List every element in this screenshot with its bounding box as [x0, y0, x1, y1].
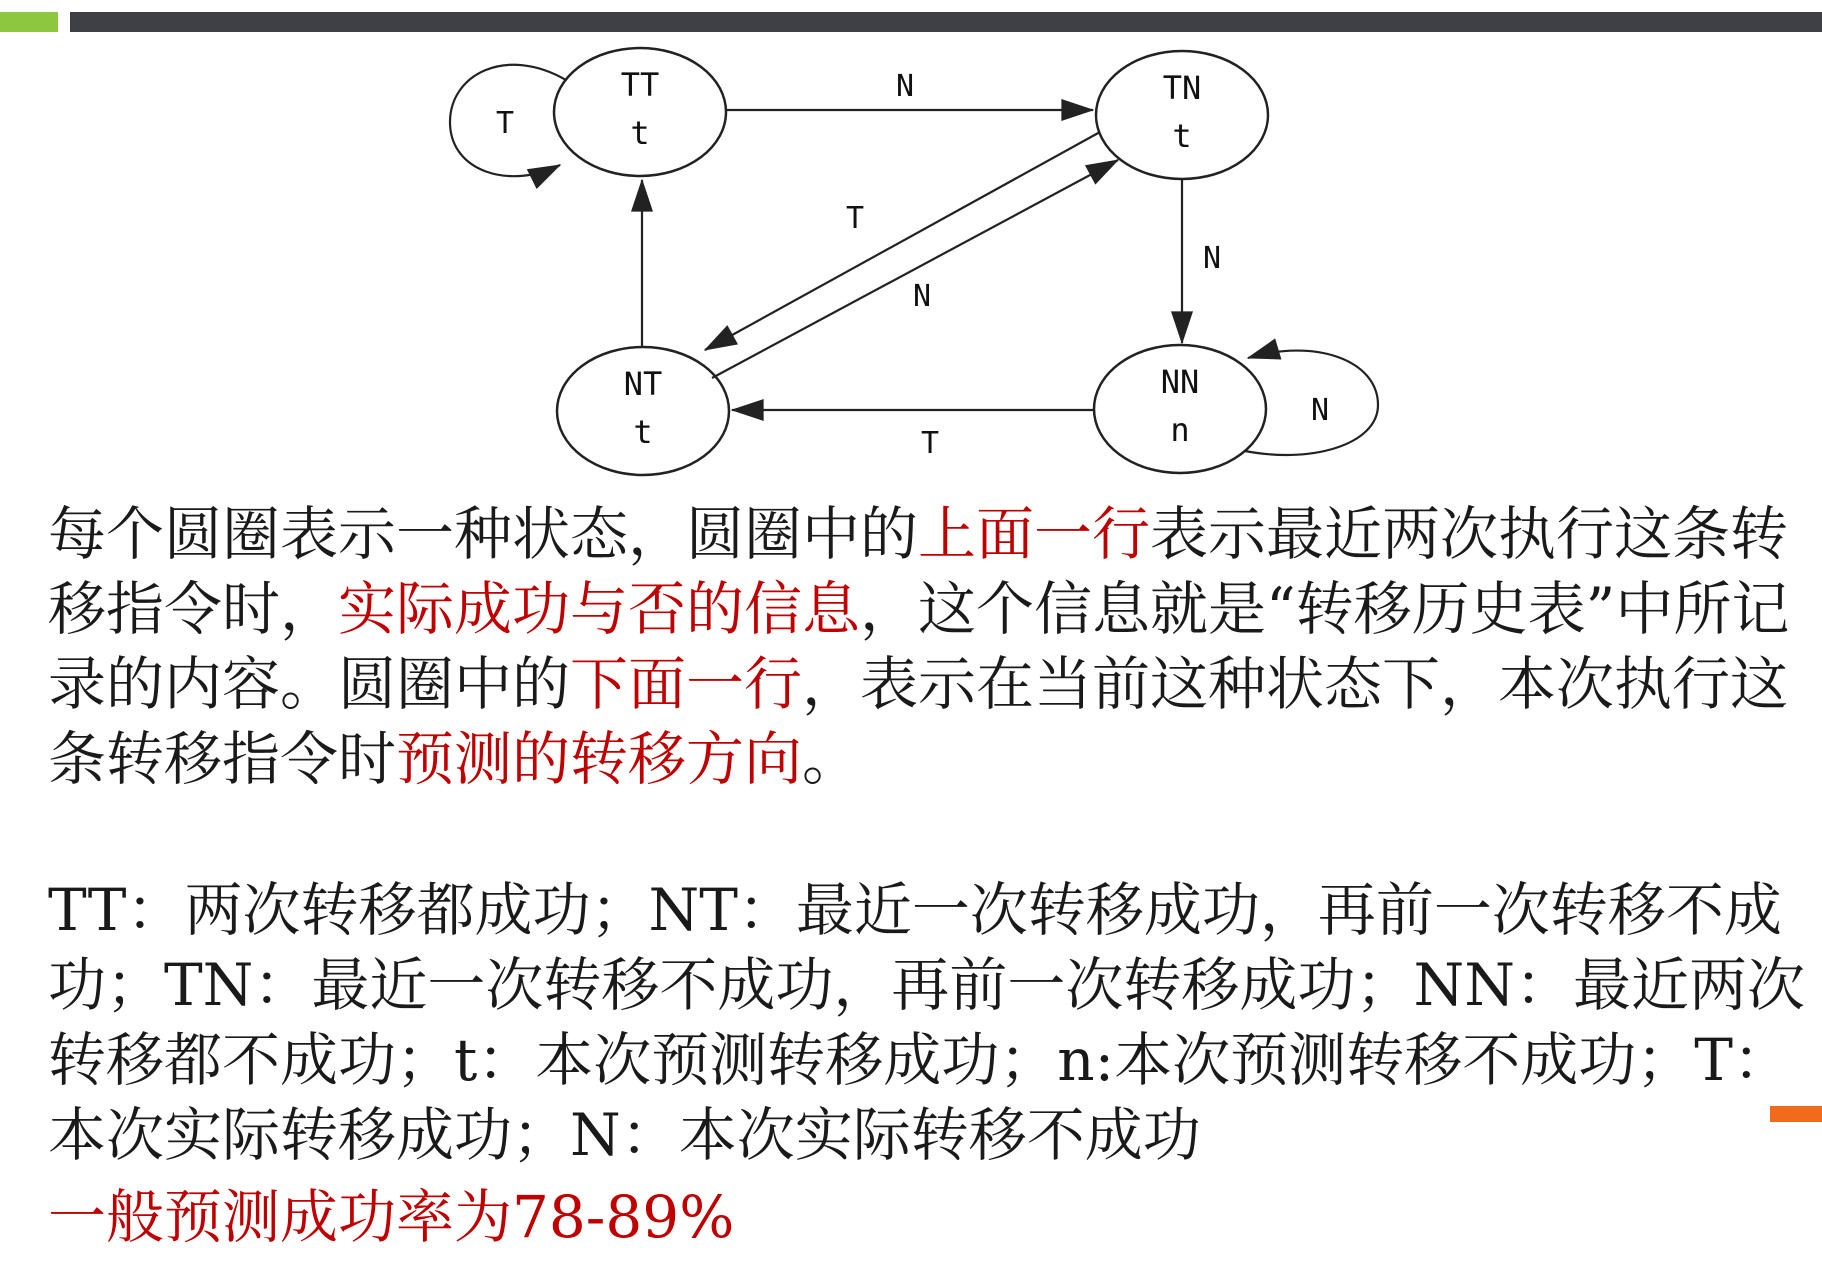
node-nt-prediction: t [633, 413, 653, 451]
node-tt-prediction: t [630, 114, 650, 152]
edge-label-tt-tn: N [895, 69, 915, 104]
node-tn-history: TN [1162, 69, 1202, 107]
edge-label-tn-nt: T [845, 201, 865, 236]
explanation-text-4: ，表示在当前这种状态下，本次执行这条转移指令时 [48, 650, 1789, 793]
node-nn-history: NN [1160, 363, 1200, 401]
edge-label-nt-tn: N [912, 279, 932, 314]
node-nt-history: NT [623, 365, 663, 403]
legend-paragraph: TT：两次转移都成功；NT：最近一次转移成功，再前一次转移不成功；TN：最近一次转移不成功，再前一次转移成功；NN：最近两次转移都不成功；t：本次预测转移成功；n:本次预测转移不成功；T：本次实际转移成功；N：本次实际转移不成功 [48, 876, 1805, 1169]
node-tn [1096, 51, 1268, 179]
node-tt [554, 48, 726, 176]
edge-nt-to-tn [712, 160, 1118, 378]
edge-tn-to-nt [705, 132, 1100, 350]
node-tt-history: TT [620, 66, 660, 104]
explanation-text-5: 。 [802, 725, 861, 793]
node-tn-prediction: t [1172, 117, 1192, 155]
edge-label-tn-nn: N [1202, 241, 1222, 276]
edge-label-tt-self: T [495, 106, 515, 141]
explanation-text-3: ，这个信息就是“转移历史表”中所记录的内容。圆圈中的 [48, 575, 1790, 718]
node-nn-prediction: n [1170, 411, 1190, 449]
explanation-text-1: 每个圆圈表示一种状态，圆圈中的 [48, 500, 919, 568]
edge-label-nn-self: N [1310, 393, 1330, 428]
highlight-bottom-row: 下面一行 [570, 650, 803, 718]
edge-label-nn-nt: T [920, 426, 940, 461]
node-nt [557, 347, 729, 475]
highlight-actual-result: 实际成功与否的信息 [338, 575, 861, 643]
highlight-predicted-direction: 预测的转移方向 [396, 725, 803, 793]
success-rate-note: 一般预测成功率为78-89% [48, 1183, 735, 1251]
highlight-top-row: 上面一行 [918, 500, 1151, 568]
explanation-paragraph [48, 497, 1813, 797]
state-diagram [0, 0, 1822, 500]
explanation-text-2: 表示最近两次执行这条转移指令时， [48, 500, 1789, 643]
node-nn [1094, 345, 1266, 473]
